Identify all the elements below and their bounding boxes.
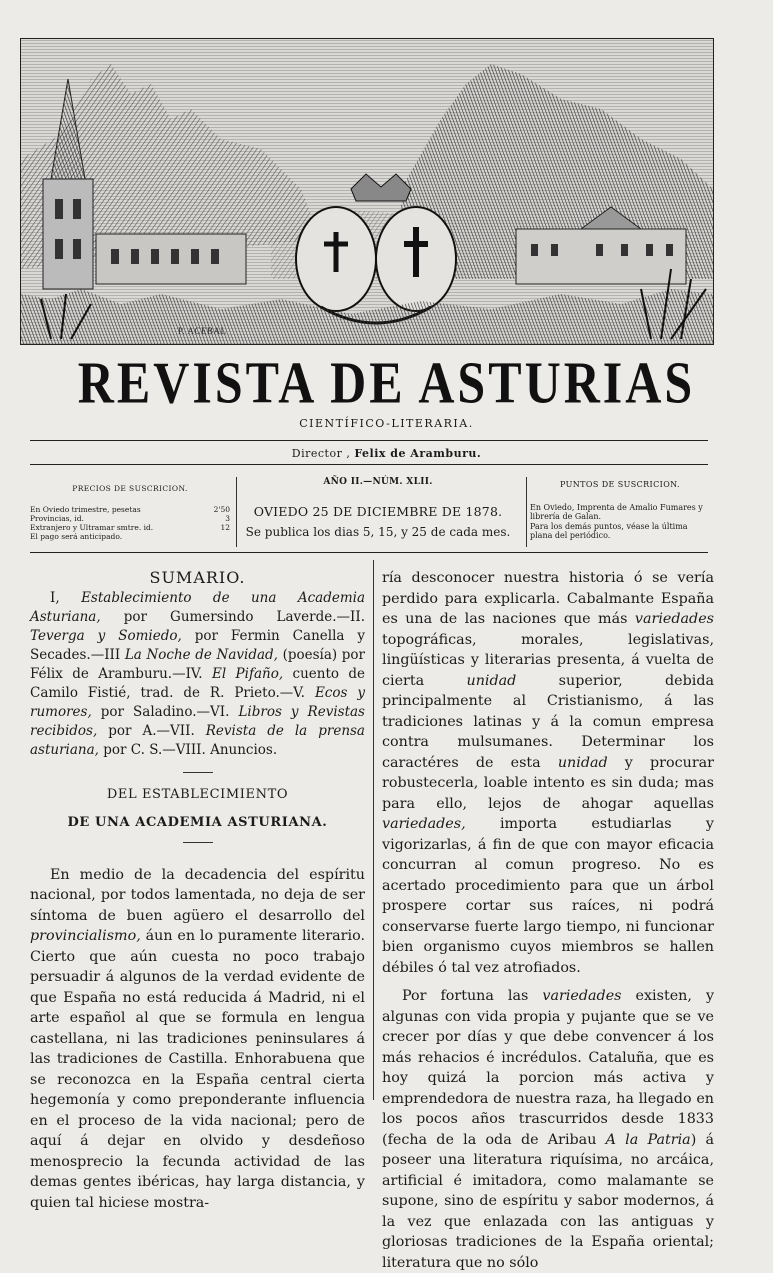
points-text-other: Para los demás puntos, véase la última plana del periódico. bbox=[530, 521, 688, 540]
article-paragraph-1: En medio de la decadencia del espíritu nacional, por todos lamentada, no deja de ser síntoma de buen agüero el desarrollo del provincialismo, áun en lo puramente literario. Cierto que aún cuesta no poco trabajo persuadir á algunos de la verdad evidente de que España no está reducida á Madrid, ni el arte español al que se formula en lengua castellana, ni las tradiciones peninsulares á las tradiciones de Castilla. Enhorabuena que se reconozca en la España central cierta hegemonía y como preponderante influencia en el proceso de la vida nacional; pero de aquí á dejar en olvido y desdeñoso menosprecio la fecunda actividad de las demas gentes ibéricas, hay larga distancia, y quien tal hiciese mostra- bbox=[30, 866, 365, 1211]
article-paragraph-2: ría desconocer nuestra historia ó se vería perdido para explicarla. Cabalmante España es una de las naciones que más variedades topográficas, morales, legislativas, lingüísticas y literarias presenta, á vuelta de cierta unidad superior, debida principalmente al Cristianismo, á las tradiciones latinas y á la comun empresa contra mulsumanes. Determinar los caractéres de esta unidad y procurar robustecerla, loable intento es sin duda; mas para ello, lejos de ahogar aquellas variedades, importa estudiarlas y vigorizarlas, á fin de que con mayor eficacia concurran al comun progreso. No es acertado procedimiento para que un árbol prospere cortar sus raíces, ni podrá conservarse fuerte largo tiempo, ni funcionar bien organismo cuyos miembros se hallen débiles ó tal vez atrofiados. bbox=[382, 570, 715, 976]
issue-number: AÑO II.—NÚM. XLII. bbox=[323, 477, 433, 487]
engraver-signature: P. ACEBAL bbox=[178, 326, 227, 336]
prices-heading: PRECIOS DE SUSCRICION. bbox=[72, 484, 188, 493]
masthead-rule bbox=[30, 440, 708, 441]
header-engraving bbox=[20, 38, 714, 345]
sumario-text: I, Establecimiento de una Academia Asturiana, por Gumersindo Laverde.—II. Teverga y Somiedo, por Fermin Canella y Secades.—III La Noche de Navidad, (poesía) por Félix de Aramburu.—IV. El Pifaño, cuento de Camilo Fistié, trad. de R. Prieto.—V. Ecos y rumores, por Saladino.—VI. Libros y Revistas recibidos, por A.—VII. Revista de la prensa asturiana, por C. S.—VIII. Anuncios. bbox=[30, 589, 366, 758]
article-heading-1: DEL ESTABLECIMIENTO bbox=[106, 786, 289, 802]
price-row: En Oviedo trimestre, pesetas 2'50 bbox=[30, 505, 230, 514]
masthead-subtitle: CIENTÍFICO-LITERARIA. bbox=[299, 417, 474, 430]
director-name: Felix de Aramburu. bbox=[354, 447, 482, 460]
info-divider-right bbox=[526, 477, 527, 547]
subscription-points bbox=[530, 480, 710, 541]
column-divider bbox=[373, 560, 374, 1100]
publication-schedule: Se publica los dias 5, 15, y 25 de cada mes. bbox=[245, 525, 511, 539]
sumario-heading: SUMARIO. bbox=[149, 568, 246, 587]
director-line bbox=[0, 447, 773, 460]
right-column bbox=[382, 568, 714, 1273]
points-heading: PUNTOS DE SUSCRICION. bbox=[560, 480, 680, 489]
info-divider-left bbox=[236, 477, 237, 547]
director-label: Director , bbox=[291, 447, 351, 460]
prices-note: El pago será anticipado. bbox=[30, 532, 123, 541]
article-rule bbox=[183, 842, 213, 843]
article-heading-2: DE UNA ACADEMIA ASTURIANA. bbox=[67, 815, 328, 830]
article-paragraph-3: Por fortuna las variedades existen, y algunas con vida propia y pujante que se ve crecer por días y que debe convencer á los más rehacios é incrédulos. Cataluña, que es hoy quizá la porcion más activa y emprendedora de nuestra raza, ha llegado en los pocos años trascurridos desde 1833 (fecha de la oda de Aribau A la Patria) á poseer una literatura riquísima, no arcáica, artificial é imitadora, como malamante se supone, sino de espíritu y sabor modernos, á la vez que enlazada con las antiguas y gloriosas tradiciones de la España oriental; literatura que no sólo bbox=[382, 988, 715, 1271]
points-text-oviedo: En Oviedo, Imprenta de Amalio Fumares y librería de Galan. bbox=[530, 502, 703, 521]
price-row: Provincias, id. 3 bbox=[30, 514, 230, 523]
masthead-title: REVISTA DE ASTURIAS bbox=[77, 349, 696, 416]
price-row: Extranjero y Ultramar smtre. id. 12 bbox=[30, 523, 230, 532]
landscape-illustration bbox=[21, 39, 713, 344]
left-column bbox=[30, 568, 365, 1213]
subscription-prices bbox=[30, 484, 230, 541]
issue-date: OVIEDO 25 DE DICIEMBRE DE 1878. bbox=[253, 504, 503, 519]
director-rule bbox=[30, 464, 708, 465]
issue-info bbox=[238, 477, 518, 539]
section-rule bbox=[183, 772, 213, 773]
